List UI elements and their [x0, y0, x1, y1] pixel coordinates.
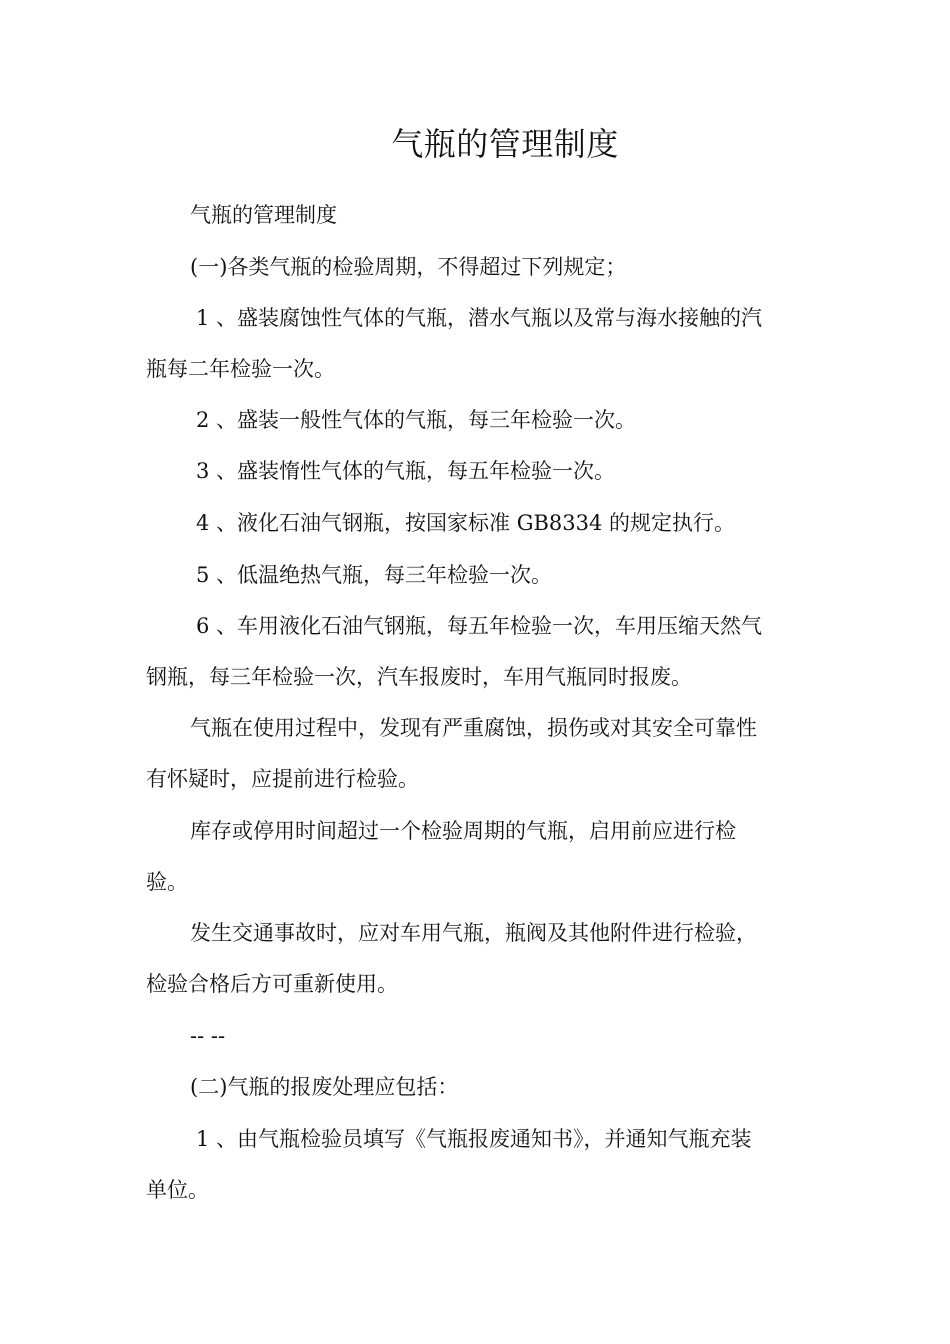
paragraph-line: 瓶每二年检验一次。 [146, 357, 335, 381]
document-title: 气瓶的管理制度 [391, 125, 619, 163]
paragraph-line: 检验合格后方可重新使用。 [146, 972, 398, 996]
paragraph-line: 验。 [146, 870, 188, 894]
paragraph-line: 发生交通事故时，应对车用气瓶，瓶阀及其他附件进行检验， [190, 921, 757, 945]
paragraph-line: 钢瓶，每三年检验一次，汽车报废时，车用气瓶同时报废。 [146, 665, 692, 689]
paragraph-line: 气瓶在使用过程中，发现有严重腐蚀，损伤或对其安全可靠性 [190, 716, 757, 740]
paragraph-line: 2 、盛装一般性气体的气瓶，每三年检验一次。 [196, 408, 637, 432]
section-heading: (二)气瓶的报废处理应包括： [190, 1075, 459, 1099]
section-heading: 气瓶的管理制度 [190, 203, 337, 227]
paragraph-line: 3 、盛装惰性气体的气瓶，每五年检验一次。 [196, 459, 616, 483]
paragraph-line: 5 、低温绝热气瓶，每三年检验一次。 [196, 563, 553, 587]
paragraph-line: 4 、液化石油气钢瓶，按国家标准 GB8334 的规定执行。 [196, 511, 736, 535]
paragraph-line: 1 、由气瓶检验员填写《气瓶报废通知书》，并通知气瓶充装 [196, 1127, 752, 1151]
paragraph-line: 1 、盛装腐蚀性气体的气瓶，潜水气瓶以及常与海水接触的汽 [196, 306, 763, 330]
separator-text: -- -- [190, 1024, 226, 1048]
paragraph-line: 单位。 [146, 1178, 209, 1202]
paragraph-line: 6 、车用液化石油气钢瓶，每五年检验一次，车用压缩天然气 [196, 614, 763, 638]
paragraph-line: (一)各类气瓶的检验周期，不得超过下列规定； [190, 255, 627, 279]
paragraph-line: 库存或停用时间超过一个检验周期的气瓶，启用前应进行检 [190, 819, 736, 843]
paragraph-line: 有怀疑时，应提前进行检验。 [146, 767, 419, 791]
